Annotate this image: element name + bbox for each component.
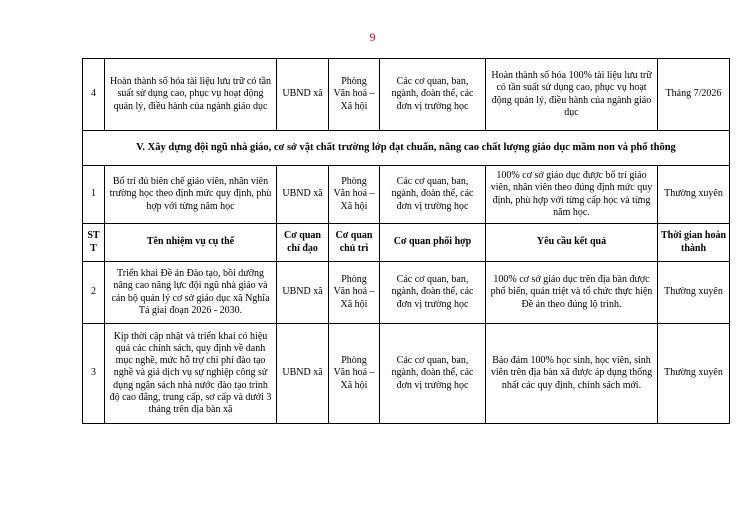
table-row	[83, 59, 730, 131]
row-lead: Phòng Văn hoá – Xã hội	[329, 166, 380, 224]
header-coordinating: Cơ quan phối hợp	[380, 224, 486, 262]
row-directing: UBND xã	[277, 166, 329, 224]
row-deadline: Thường xuyên	[658, 166, 730, 224]
row-requirement: Hoàn thành số hóa 100% tài liệu lưu trữ có tần suất sử dụng cao, phục vụ hoạt động quản lý, điều hành của ngành giáo dục	[486, 59, 658, 131]
row-coordinating: Các cơ quan, ban, ngành, đoàn thể, các đơn vị trường học	[380, 324, 486, 424]
task-plan-table	[82, 58, 730, 424]
row-lead: Phòng Văn hoá – Xã hội	[329, 324, 380, 424]
header-lead: Cơ quan chủ trì	[329, 224, 380, 262]
row-stt: 4	[83, 59, 105, 131]
row-directing: UBND xã	[277, 262, 329, 324]
row-stt: 1	[83, 166, 105, 224]
header-stt: STT	[83, 224, 105, 262]
header-deadline: Thời gian hoàn thành	[658, 224, 730, 262]
row-coordinating: Các cơ quan, ban, ngành, đoàn thể, các đơn vị trường học	[380, 262, 486, 324]
row-stt: 2	[83, 262, 105, 324]
row-lead: Phòng Văn hoá – Xã hội	[329, 59, 380, 131]
header-requirement: Yêu cầu kết quả	[486, 224, 658, 262]
row-stt: 3	[83, 324, 105, 424]
row-coordinating: Các cơ quan, ban, ngành, đoàn thể, các đơn vị trường học	[380, 59, 486, 131]
row-task: Hoàn thành số hóa tài liệu lưu trữ có tần suất sử dụng cao, phục vụ hoạt động quản lý, điều hành của ngành giáo dục	[105, 59, 277, 131]
row-deadline: Thường xuyên	[658, 262, 730, 324]
row-task: Bố trí đủ biên chế giáo viên, nhân viên trường học theo định mức quy định, phù hợp với từng năm học	[105, 166, 277, 224]
row-deadline: Tháng 7/2026	[658, 59, 730, 131]
row-deadline: Thường xuyên	[658, 324, 730, 424]
table-row	[83, 166, 730, 224]
row-requirement: 100% cơ sở giáo dục trên địa bàn được phổ biến, quán triệt và tổ chức thực hiện Đề án theo đúng lộ trình.	[486, 262, 658, 324]
header-task: Tên nhiệm vụ cụ thể	[105, 224, 277, 262]
row-requirement: 100% cơ sở giáo dục được bố trí giáo viên, nhân viên theo đúng định mức quy định, phù hợp với từng cấp học và từng năm học.	[486, 166, 658, 224]
table-row	[83, 324, 730, 424]
row-requirement: Bảo đảm 100% học sinh, học viên, sinh viên trên địa bàn xã được áp dụng thống nhất các quy định, chính sách mới.	[486, 324, 658, 424]
table-header-row	[83, 224, 730, 262]
row-task: Kịp thời cập nhật và triển khai có hiệu quả các chính sách, quy định về danh mục nghề, mức hỗ trợ chi phí đào tạo nghề và giá dịch vụ sự nghiệp công sử dụng ngân sách nhà nước đào tạo trình độ cao đẳng, trung cấp, sơ cấp và dưới 3 tháng trên địa bàn xã	[105, 324, 277, 424]
table-row	[83, 262, 730, 324]
row-lead: Phòng Văn hoá – Xã hội	[329, 262, 380, 324]
row-task: Triển khai Đề án Đào tạo, bồi dưỡng nâng cao năng lực đội ngũ nhà giáo và cán bộ quản lý cơ sở giáo dục xã Nghĩa Tá giai đoạn 2026 - 2030.	[105, 262, 277, 324]
row-coordinating: Các cơ quan, ban, ngành, đoàn thể, các đơn vị trường học	[380, 166, 486, 224]
header-directing: Cơ quan chỉ đạo	[277, 224, 329, 262]
page-number: 9	[369, 30, 376, 44]
row-directing: UBND xã	[277, 324, 329, 424]
section-row	[83, 131, 730, 166]
row-directing: UBND xã	[277, 59, 329, 131]
section-title: V. Xây dựng đội ngũ nhà giáo, cơ sở vật chất trường lớp đạt chuẩn, nâng cao chất lượng giáo dục mầm non và phổ thông	[83, 131, 730, 166]
